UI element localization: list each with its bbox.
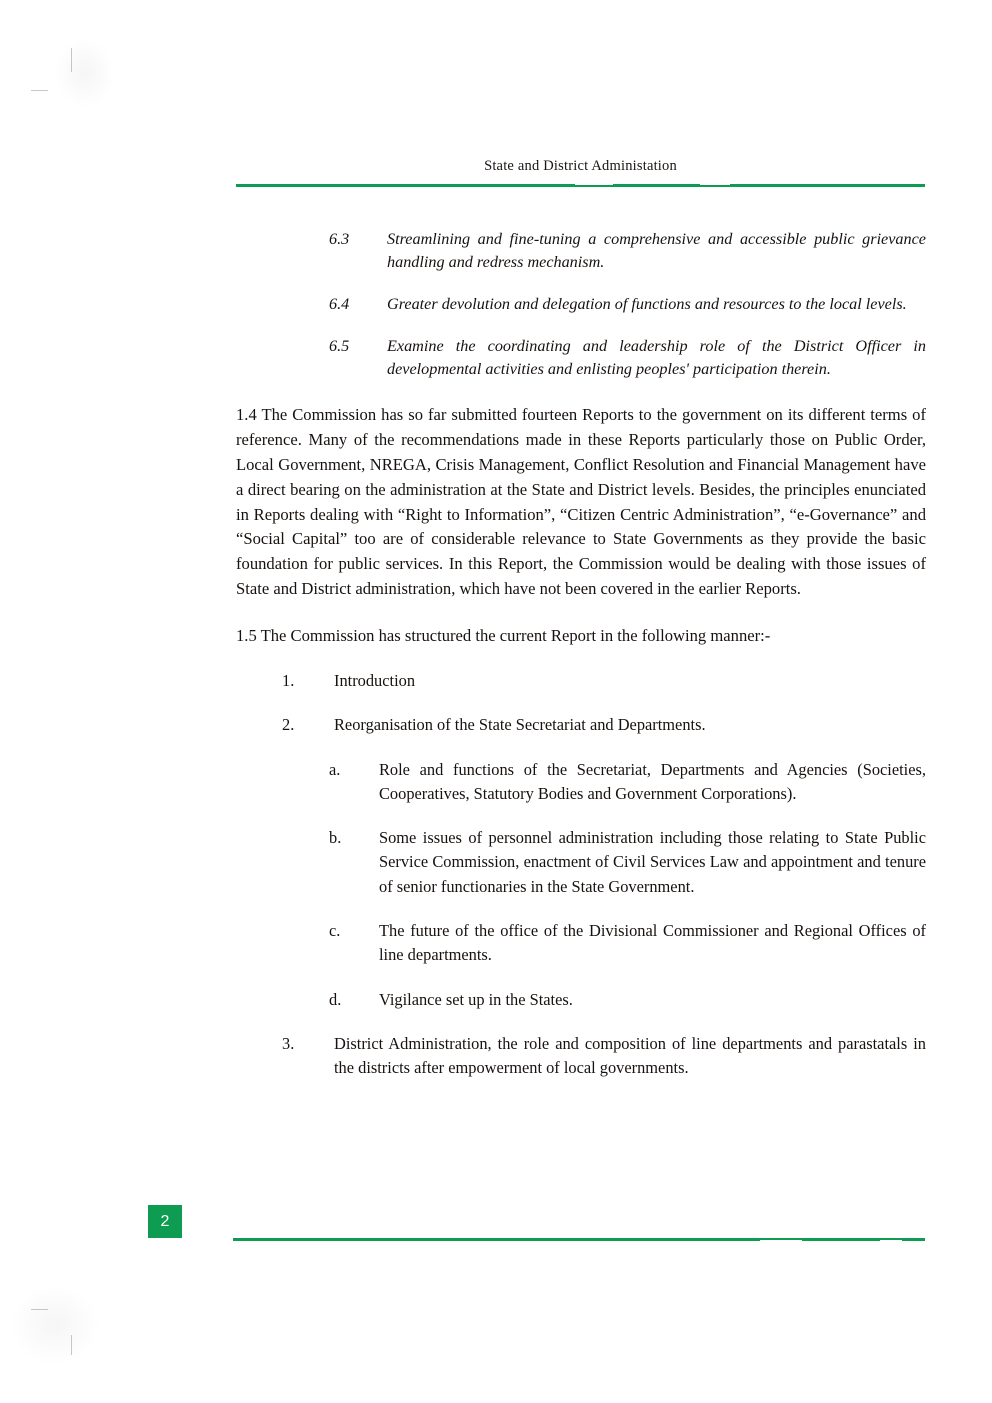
outline-item	[236, 669, 926, 693]
outline-text: Reorganisation of the State Secretariat and Departments.	[334, 715, 706, 735]
footer-rule-break	[760, 1240, 802, 1241]
scan-dash-top-left	[31, 90, 48, 91]
page-number-badge: 2	[148, 1205, 182, 1238]
paragraph-1-4: 1.4 The Commission has so far submitted fourteen Reports to the government on its different terms of reference. Many of the recommendations made in these Reports particularly those on Public Order, Local Government, NREGA, Crisis Management, Conflict Resolution and Financial Management have a direct bearing on the administration at the State and District levels. Besides, the principles enunciated in Reports dealing with “Right to Information”, “Citizen Centric Administration”, “e-Governance” and “Social Capital” too are of considerable relevance to State Governments as they provide the basic foundation for public services. In this Report, the Commission would be dealing with those issues of State and District administration, which have not been covered in the earlier Reports.	[236, 405, 926, 599]
outline-item	[236, 919, 926, 968]
outline-text: District Administration, the role and composition of line departments and parastatals in the districts after empowerment of local governments.	[334, 1033, 926, 1078]
outline-marker: 1.	[282, 671, 295, 691]
clause-number	[236, 335, 387, 381]
running-head: State and District Administation	[484, 158, 677, 174]
outline-text: Introduction	[334, 671, 416, 691]
outline-text: Some issues of personnel administration including those relating to State Public Service Commission, enactment of Civil Services Law and appointment and tenure of senior functionaries in the State Government.	[379, 828, 926, 896]
scan-tick-top-left	[71, 48, 72, 72]
outline-marker: 3.	[282, 1033, 295, 1053]
scan-smudge-bottom-left	[10, 1285, 100, 1365]
outline-marker: d.	[329, 989, 342, 1009]
outline-text: Role and functions of the Secretariat, Departments and Agencies (Societies, Cooperatives, Statutory Bodies and Government Corporations).	[379, 759, 926, 803]
clause-number-label: 6.5	[329, 337, 350, 355]
clause-number-label: 6.4	[329, 295, 350, 313]
outline-item	[236, 1032, 926, 1081]
clause-item	[236, 293, 926, 316]
report-structure-outline	[236, 669, 926, 1080]
clause-text: Examine the coordinating and leadership role of the District Officer in developmental activities and enlisting peoples' participation therein.	[387, 337, 926, 378]
paragraph-1-5: 1.5 The Commission has structured the current Report in the following manner:-	[236, 626, 771, 646]
scan-smudge-top-left	[55, 38, 115, 108]
clause-item	[236, 228, 926, 274]
outline-marker: b.	[329, 828, 342, 848]
outline-marker: c.	[329, 920, 341, 940]
header-rule-break	[575, 184, 613, 185]
page-content	[236, 228, 926, 1100]
clause-number	[236, 293, 387, 316]
outline-text: The future of the office of the Divisional Commissioner and Regional Offices of line departments.	[379, 920, 926, 965]
outline-item	[236, 826, 926, 899]
outline-item	[236, 988, 926, 1012]
scan-tick-bottom-left	[71, 1335, 72, 1355]
header-rule-break	[700, 184, 730, 185]
clause-text: Greater devolution and delegation of functions and resources to the local levels.	[387, 295, 907, 313]
footer-rule-break	[880, 1240, 902, 1241]
outline-item	[236, 758, 926, 807]
outline-item	[236, 713, 926, 737]
clause-item	[236, 335, 926, 381]
outline-marker: 2.	[282, 715, 295, 735]
outline-marker: a.	[329, 759, 341, 779]
outline-text: Vigilance set up in the States.	[379, 989, 573, 1009]
clause-list	[236, 228, 926, 381]
clause-number-label: 6.3	[329, 230, 350, 248]
scan-dash-bottom-left	[31, 1309, 48, 1310]
clause-text: Streamlining and fine-tuning a comprehensive and accessible public grievance handling and redress mechanism.	[387, 230, 926, 271]
footer-rule	[233, 1238, 925, 1241]
clause-number	[236, 228, 387, 274]
